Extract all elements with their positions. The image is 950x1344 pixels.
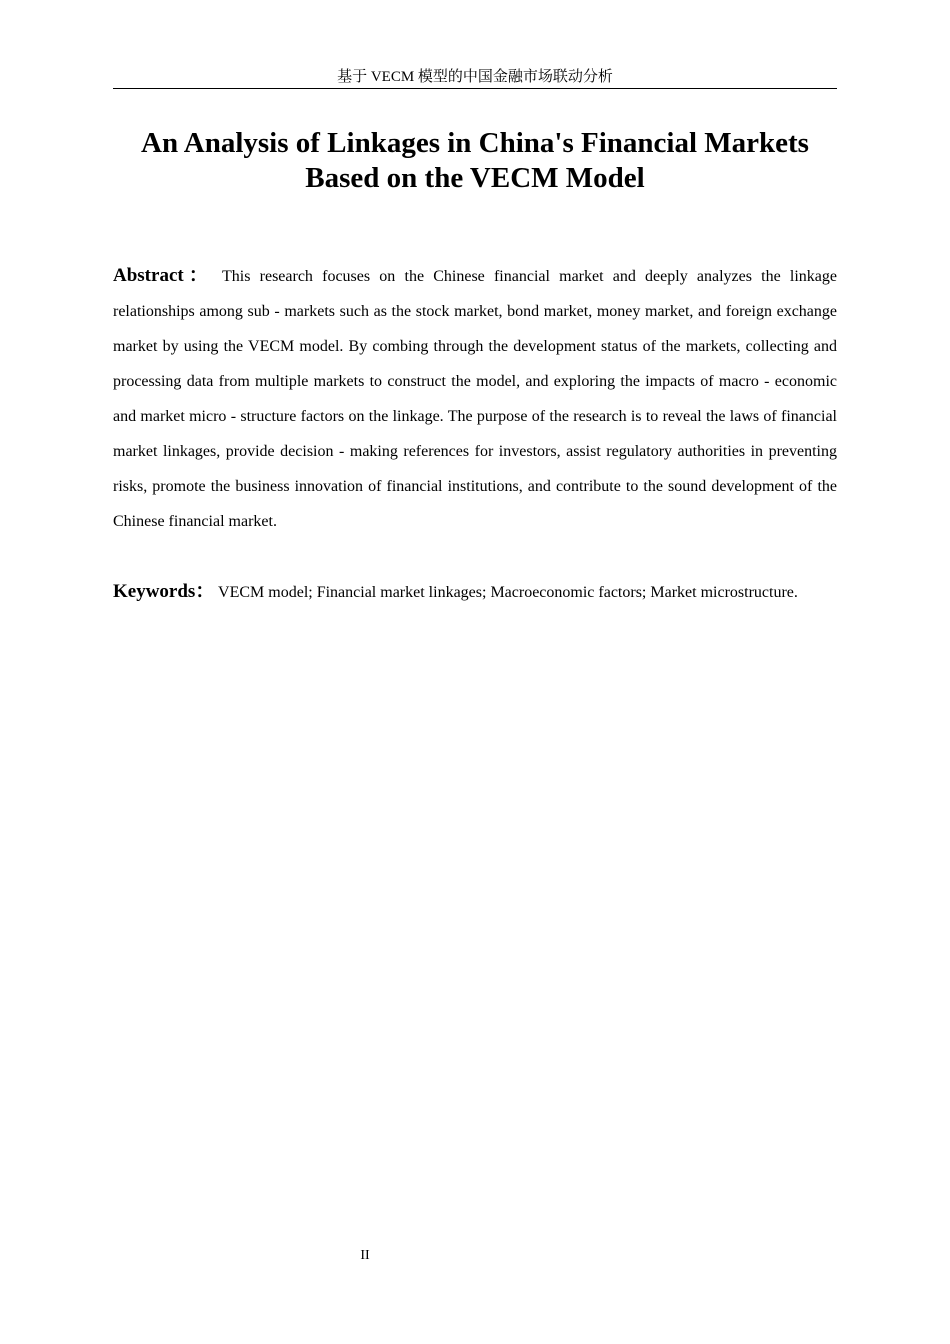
page-number: II — [360, 1248, 370, 1263]
abstract-section — [113, 258, 837, 539]
keywords-section — [113, 576, 837, 609]
keywords-text: VECM model; Financial market linkages; Macroeconomic factors; Market microstructure. — [218, 584, 798, 601]
abstract-text: This research focuses on the Chinese financial market and deeply analyzes the linkage relationships among sub - markets such as the stock market, bond market, money market, and foreign exchange market by using the VECM model. By combing through the development status of the markets, collecting and processing data from multiple markets to construct the model, and exploring the impacts of macro - economic and market micro - structure factors on the linkage. The purpose of the research is to reveal the laws of financial market linkages, provide decision - making references for investors, assist regulatory authorities in preventing risks, promote the business innovation of financial institutions, and contribute to the sound development of the Chinese financial market. — [113, 268, 837, 530]
running-header-title: 基于 VECM 模型的中国金融市场联动分析 — [337, 69, 613, 85]
running-header — [113, 66, 837, 89]
paper-title-line-2: Based on the VECM Model — [305, 162, 645, 194]
paper-title-line-1: An Analysis of Linkages in China's Financial Markets — [141, 127, 809, 159]
paper-title — [113, 126, 837, 196]
abstract-label: Abstract： — [113, 265, 214, 286]
keywords-label: Keywords： — [113, 581, 215, 602]
